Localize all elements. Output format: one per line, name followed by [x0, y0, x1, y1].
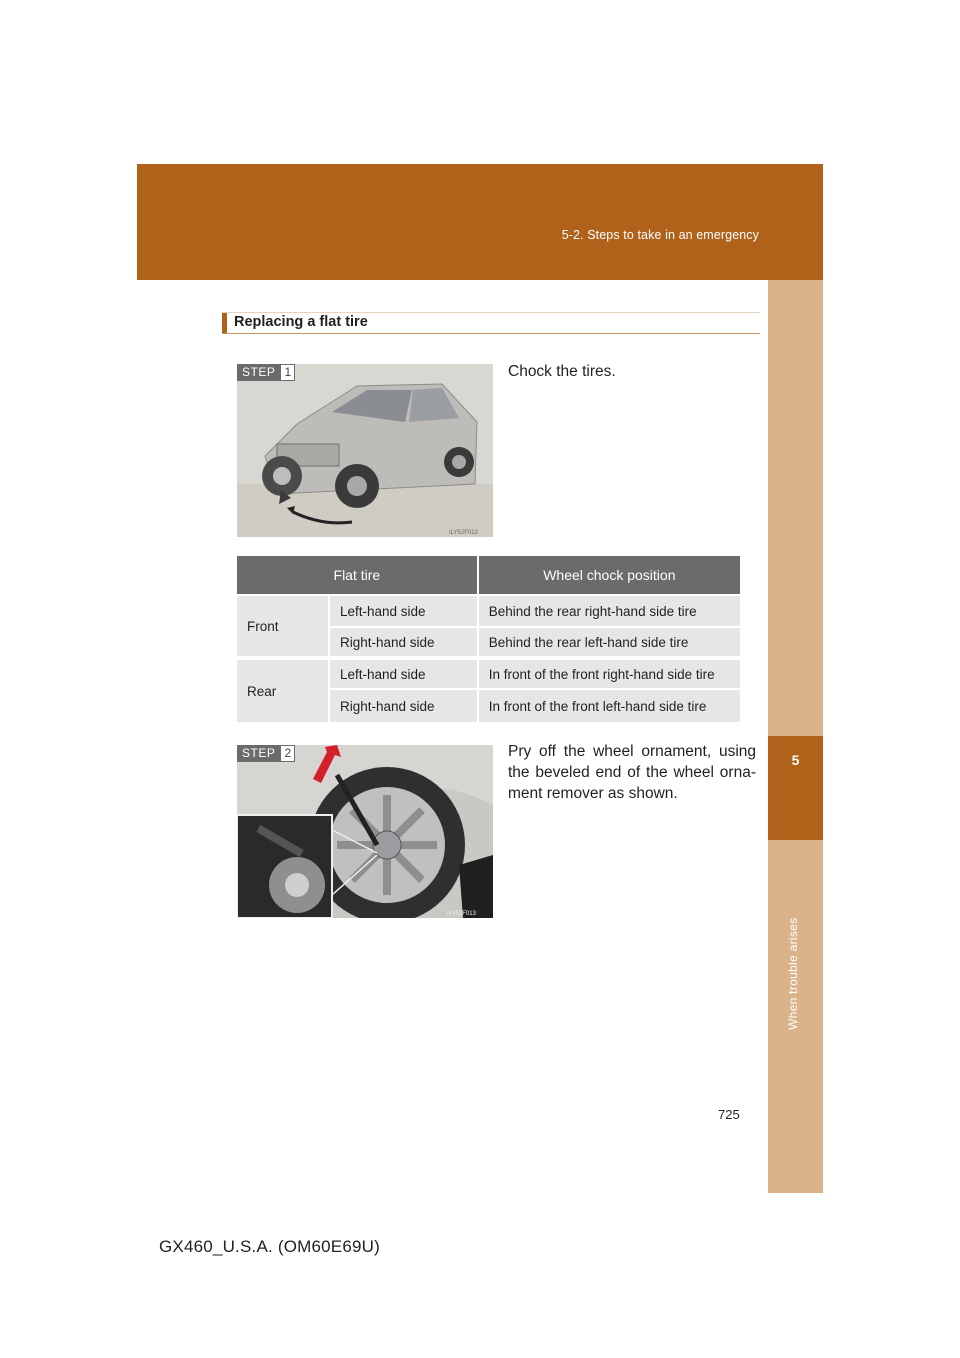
heading-accent-bar: [222, 313, 227, 333]
wheel-chock-table: [237, 556, 740, 722]
table-row: [237, 658, 740, 689]
model-code: GX460_U.S.A. (OM60E69U): [159, 1237, 380, 1256]
step2-badge: [237, 745, 295, 762]
flat-tire-cell: Rear: [237, 658, 329, 722]
suv-chock-illustration: [237, 364, 493, 537]
section-heading: [222, 312, 760, 334]
col-header-chock-position: Wheel chock position: [478, 556, 740, 595]
chapter-number: 5: [791, 752, 800, 768]
step1-text: Chock the tires.: [508, 363, 616, 380]
side-cell: Left-hand side: [329, 658, 478, 689]
step-label: STEP: [237, 364, 280, 381]
col-header-flat-tire: Flat tire: [237, 556, 478, 595]
step-number: 1: [280, 364, 295, 381]
chapter-box: [768, 736, 823, 840]
position-cell: In front of the front right-hand side tire: [478, 658, 740, 689]
chapter-title: When trouble arises: [786, 917, 800, 1030]
figure-code-1: ILY52F012: [449, 530, 478, 536]
position-cell: In front of the front left-hand side tire: [478, 689, 740, 722]
section-path: 5-2. Steps to take in an emergency: [561, 228, 759, 242]
side-cell: Right-hand side: [329, 689, 478, 722]
page-number: 725: [718, 1107, 740, 1122]
step2-figure: [237, 745, 493, 918]
table-row: [237, 595, 740, 627]
flat-tire-cell: Front: [237, 595, 329, 658]
step-label: STEP: [237, 745, 280, 762]
position-cell: Behind the rear right-hand side tire: [478, 595, 740, 627]
side-cell: Left-hand side: [329, 595, 478, 627]
step1-badge: [237, 364, 295, 381]
side-tab: [768, 280, 823, 1193]
figure-code-2: ILY52F013: [447, 911, 476, 917]
side-cell: Right-hand side: [329, 627, 478, 658]
step1-figure: [237, 364, 493, 537]
section-title: Replacing a flat tire: [234, 314, 368, 330]
header-band: [137, 164, 823, 280]
step-number: 2: [280, 745, 295, 762]
step2-text: Pry off the wheel ornament, using the beveled end of the wheel orna-ment remover as shown.: [508, 743, 756, 802]
wheel-ornament-illustration: [237, 745, 493, 918]
position-cell: Behind the rear left-hand side tire: [478, 627, 740, 658]
